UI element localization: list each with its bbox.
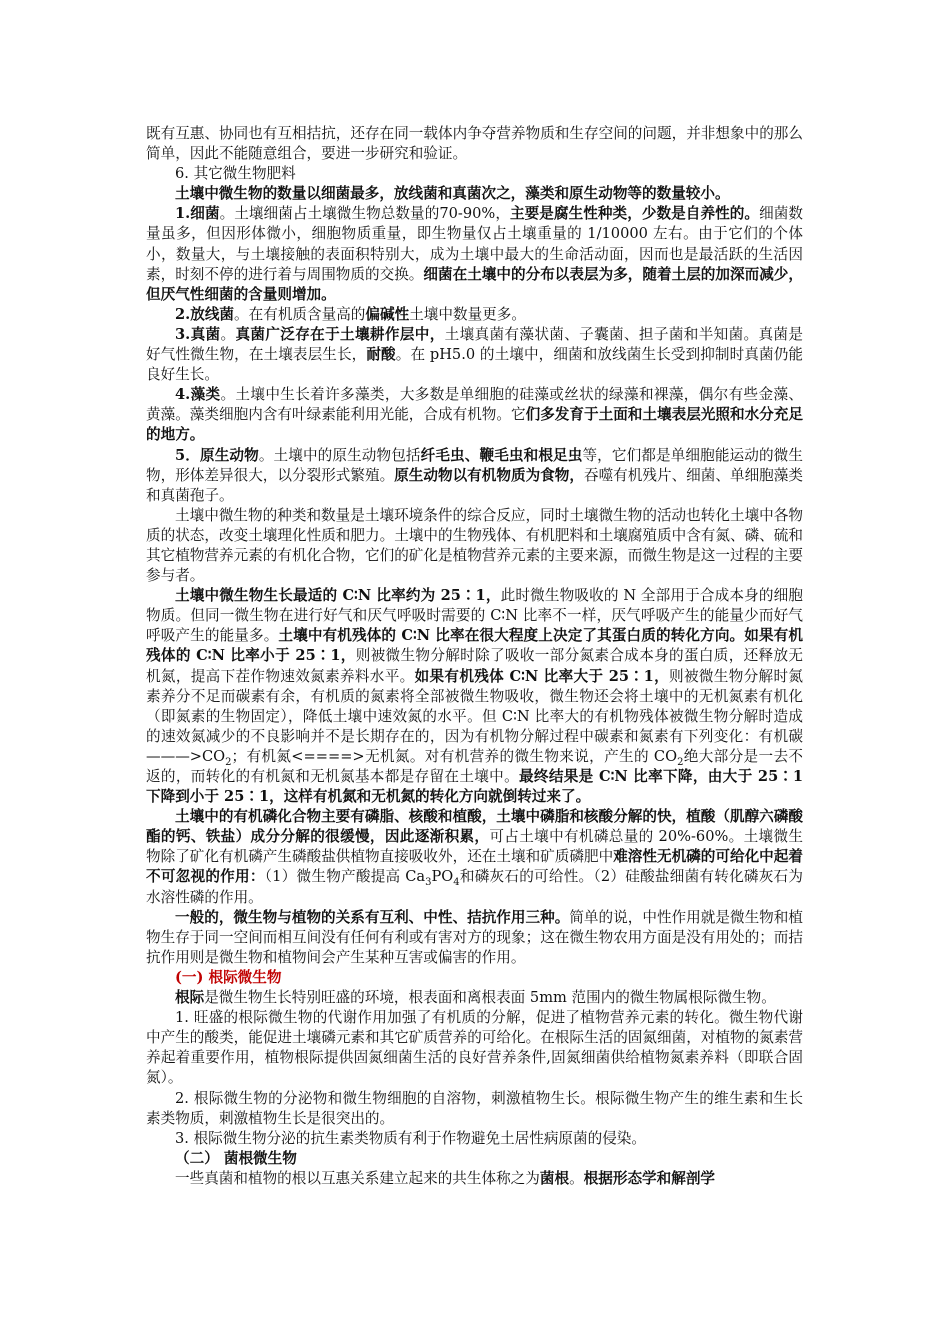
text-run: 土壤中微生物生长最适的 C∶N 比率约为 25∶1， — [175, 587, 501, 605]
text-run: 一些真菌和植物的根以互惠关系建立起来的共生体称之为 — [175, 1169, 540, 1187]
text-run: 则被微生物分解时氮素养分不足而碳素有余，有机质的氮素将全部被微生物吸收，微生物还会将土壤中的无机氮素有机化（即氮素的生物固定），降低土壤中速效氮的水平。但 C∶N 比率大的有机物残体被微生物分解时造成的速效氮减少的不良影响并不是长期存在的，因为有机物分解过程中碳素和氮素有下列变化：有机碳———>CO — [146, 667, 803, 765]
paragraph — [146, 1149, 803, 1169]
text-run: 则被微生物分解时除了吸收一部分氮素合成本身的蛋白质，还释放无机氮，提高下茬作物速效氮素养料水平。 — [146, 647, 803, 685]
text-run: 土壤中微生物的数量以细菌最多，放线菌和真菌次之，藻类和原生动物等的数量较小。 — [175, 185, 730, 203]
text-run: 一般的，微生物与植物的关系有互利、中性、拮抗作用三种。 — [175, 908, 570, 926]
text-run: 2.放线菌 — [175, 305, 235, 323]
text-run: 5．原生动物 — [175, 446, 259, 464]
paragraph — [146, 988, 803, 1008]
text-run: 。土壤中生长着许多藻类，大多数是单细胞的硅藻或丝状的绿藻和裸藻，偶尔有些金藻、黄藻。藻类细胞内含有叶绿素能利用光能，合成有机物。它 — [146, 386, 803, 424]
text-run: 根际 — [175, 989, 205, 1007]
paragraph — [146, 1169, 803, 1189]
text-run: 最终结果是 C∶N 比率下降，由大于 25∶1 下降到小于 25∶1，这样有机氮和无机氮的转化方向就倒转过来了。 — [146, 768, 803, 806]
subscript: 3 — [425, 877, 432, 889]
text-run: 2. 根际微生物的分泌物和微生物细胞的自溶物，刺激植物生长。根际微生物产生的维生素和生长素类物质，刺激植物生长是很突出的。 — [146, 1089, 803, 1127]
subscript: 2 — [677, 756, 684, 768]
text-run: 们多发育于土面和土壤表层光照和水分充足的地方。 — [146, 406, 803, 444]
text-run: 。土壤细菌占土壤微生物总数量的70-90%， — [219, 205, 510, 223]
text-run: ；有机氮<====>无机氮。对有机营养的微生物来说，产生的 CO — [231, 747, 678, 765]
paragraph — [146, 908, 803, 968]
text-run: 4.藻类 — [175, 386, 221, 404]
text-run: 难溶性无机磷的可给化中起着不可忽视的作用： — [146, 848, 803, 886]
paragraph — [146, 446, 803, 506]
text-run: 细菌在土壤中的分布以表层为多，随着土层的加深而减少，但厌气性细菌的含量则增加。 — [146, 265, 803, 303]
paragraph — [146, 204, 803, 304]
text-run: 菌根 — [539, 1169, 570, 1187]
text-run: 等，它们都是单细胞能运动的微生物，形体差异很大，以分裂形式繁殖。 — [146, 446, 803, 484]
paragraph — [146, 184, 803, 204]
text-run: 可占土壤中有机磷总量的 20%-60%。土壤微生物除了矿化有机磷产生磷酸盐供植物直接吸收外，还在土壤和矿质磷肥中 — [146, 828, 803, 866]
text-run: 。在 pH5.0 的土壤中，细菌和放线菌生长受到抑制时真菌仍能良好生长。 — [146, 346, 803, 384]
text-run: 土壤中微生物的种类和数量是土壤环境条件的综合反应，同时土壤微生物的活动也转化土壤中各物质的状态，改变土壤理化性质和肥力。土壤中的生物残体、有机肥料和土壤腐殖质中含有氮、磷、硫和其它植物营养元素的有机化合物，它们的矿化是植物营养元素的主要来源，而微生物是这一过程的主要参与者。 — [146, 506, 803, 585]
text-run: 。在有机质含量高的 — [234, 305, 366, 323]
text-run: 1. 旺盛的根际微生物的代谢作用加强了有机质的分解，促进了植物营养元素的转化。微生物代谢中产生的酸类，能促进土壤磷元素和其它矿质营养的可给化。在根际生活的固氮细菌，对植物的氮素营养起着重要作用，植物根际提供固氮细菌生活的良好营养条件,固氮细菌供给植物氮素养料（即联合固氮）。 — [146, 1009, 803, 1087]
subscript: 2 — [225, 756, 232, 768]
text-run: 土壤中有机残体的 C∶N 比率在很大程度上决定了其蛋白质的转化方向。如果有机残体的 C∶N 比率小于 25∶1， — [146, 627, 803, 665]
text-run: 。 — [220, 325, 236, 343]
paragraph — [146, 325, 803, 385]
text-run: 简单的说，中性作用就是微生物和植物生存于同一空间而相互间没有任何有利或有害对方的现象；这在微生物农用方面是没有用处的；而拮抗作用则是微生物和植物间会产生某种互害或偏害的作用。 — [146, 908, 803, 966]
text-run: 原生动物以有机物质为食物， — [394, 466, 584, 484]
text-run: 根据形态学和解剖学 — [583, 1169, 716, 1187]
document-body — [146, 124, 803, 1189]
paragraph — [146, 807, 803, 907]
text-run: 土壤中数量更多。 — [409, 305, 526, 323]
paragraph — [146, 385, 803, 445]
text-run: 既有互惠、协同也有互相拮抗，还存在同一载体内争夺营养物质和生存空间的问题，并非想象中的那么简单，因此不能随意组合，要进一步研究和验证。 — [146, 125, 803, 163]
text-run: 如果有机残体 C∶N 比率大于 25∶1， — [414, 667, 670, 685]
paragraph — [146, 124, 803, 164]
section-heading: (一) 根际微生物 — [175, 968, 282, 986]
text-run: 真菌广泛存在于土壤耕作层中， — [235, 325, 445, 343]
paragraph — [146, 586, 803, 807]
text-run: 。土壤中的原生动物包括 — [258, 446, 421, 464]
text-run: 和磷灰石的可给性。（2）硅酸盐细菌有转化磷灰石为水溶性磷的作用。 — [146, 868, 803, 906]
text-run: 土壤真菌有藻状菌、子囊菌、担子菌和半知菌。真菌是好气性微生物，在土壤表层生长， — [146, 325, 803, 364]
text-run: （二） 菌根微生物 — [175, 1149, 297, 1167]
text-run: 此时微生物吸收的 N 全部用于合成本身的细胞物质。但同一微生物在进行好气和厌气呼吸时需要的 C∶N 比率不一样，厌气呼吸产生的能量少而好气呼吸产生的能量多。 — [146, 587, 803, 645]
text-run: 3. 根际微生物分泌的抗生素类物质有利于作物避免土居性病原菌的侵染。 — [175, 1129, 646, 1147]
text-run: 主要是腐生性种类，少数是自养性的。 — [510, 205, 760, 223]
paragraph — [146, 164, 803, 184]
subscript: 4 — [453, 877, 460, 889]
text-run: 细菌数量虽多，但因形体微小，细胞物质重量，即生物量仅占土壤重量的 1/10000 左右。由于它们的个体小，数量大，与土壤接触的表面积特别大，成为土壤中最大的生命活动面，因而也是最活跃的生活因素，时刻不停的进行着与周围物质的交换。 — [146, 205, 803, 283]
text-run: 6. 其它微生物肥料 — [175, 165, 296, 183]
text-run: 耐酸 — [366, 346, 396, 364]
text-run: 1.细菌 — [175, 205, 220, 223]
text-run: 土壤中的有机磷化合物主要有磷脂、核酸和植酸，土壤中磷脂和核酸分解的快，植酸（肌醇六磷酸酯的钙、铁盐）成分分解的很缓慢，因此逐渐积累， — [146, 808, 803, 846]
text-run: 是微生物生长特别旺盛的环境，根表面和离根表面 5mm 范围内的微生物属根际微生物。 — [204, 989, 776, 1007]
paragraph — [146, 1129, 803, 1149]
text-run: （1）微生物产酸提高 Ca — [264, 868, 426, 886]
text-run: 3.真菌 — [175, 325, 221, 343]
text-run: PO — [431, 868, 454, 886]
paragraph — [146, 1008, 803, 1088]
paragraph — [146, 1089, 803, 1129]
text-run: 偏碱性 — [365, 305, 410, 323]
text-run: 绝大部分是一去不返的，而转化的有机氮和无机氮基本都是存留在土壤中。 — [146, 747, 803, 785]
text-run: 吞噬有机残片、细菌、单细胞藻类和真菌孢子。 — [146, 466, 803, 504]
text-run: 纤毛虫、鞭毛虫和根足虫 — [420, 446, 583, 464]
paragraph — [146, 305, 803, 325]
paragraph — [146, 968, 803, 988]
text-run: 。 — [569, 1169, 584, 1187]
paragraph — [146, 506, 803, 586]
